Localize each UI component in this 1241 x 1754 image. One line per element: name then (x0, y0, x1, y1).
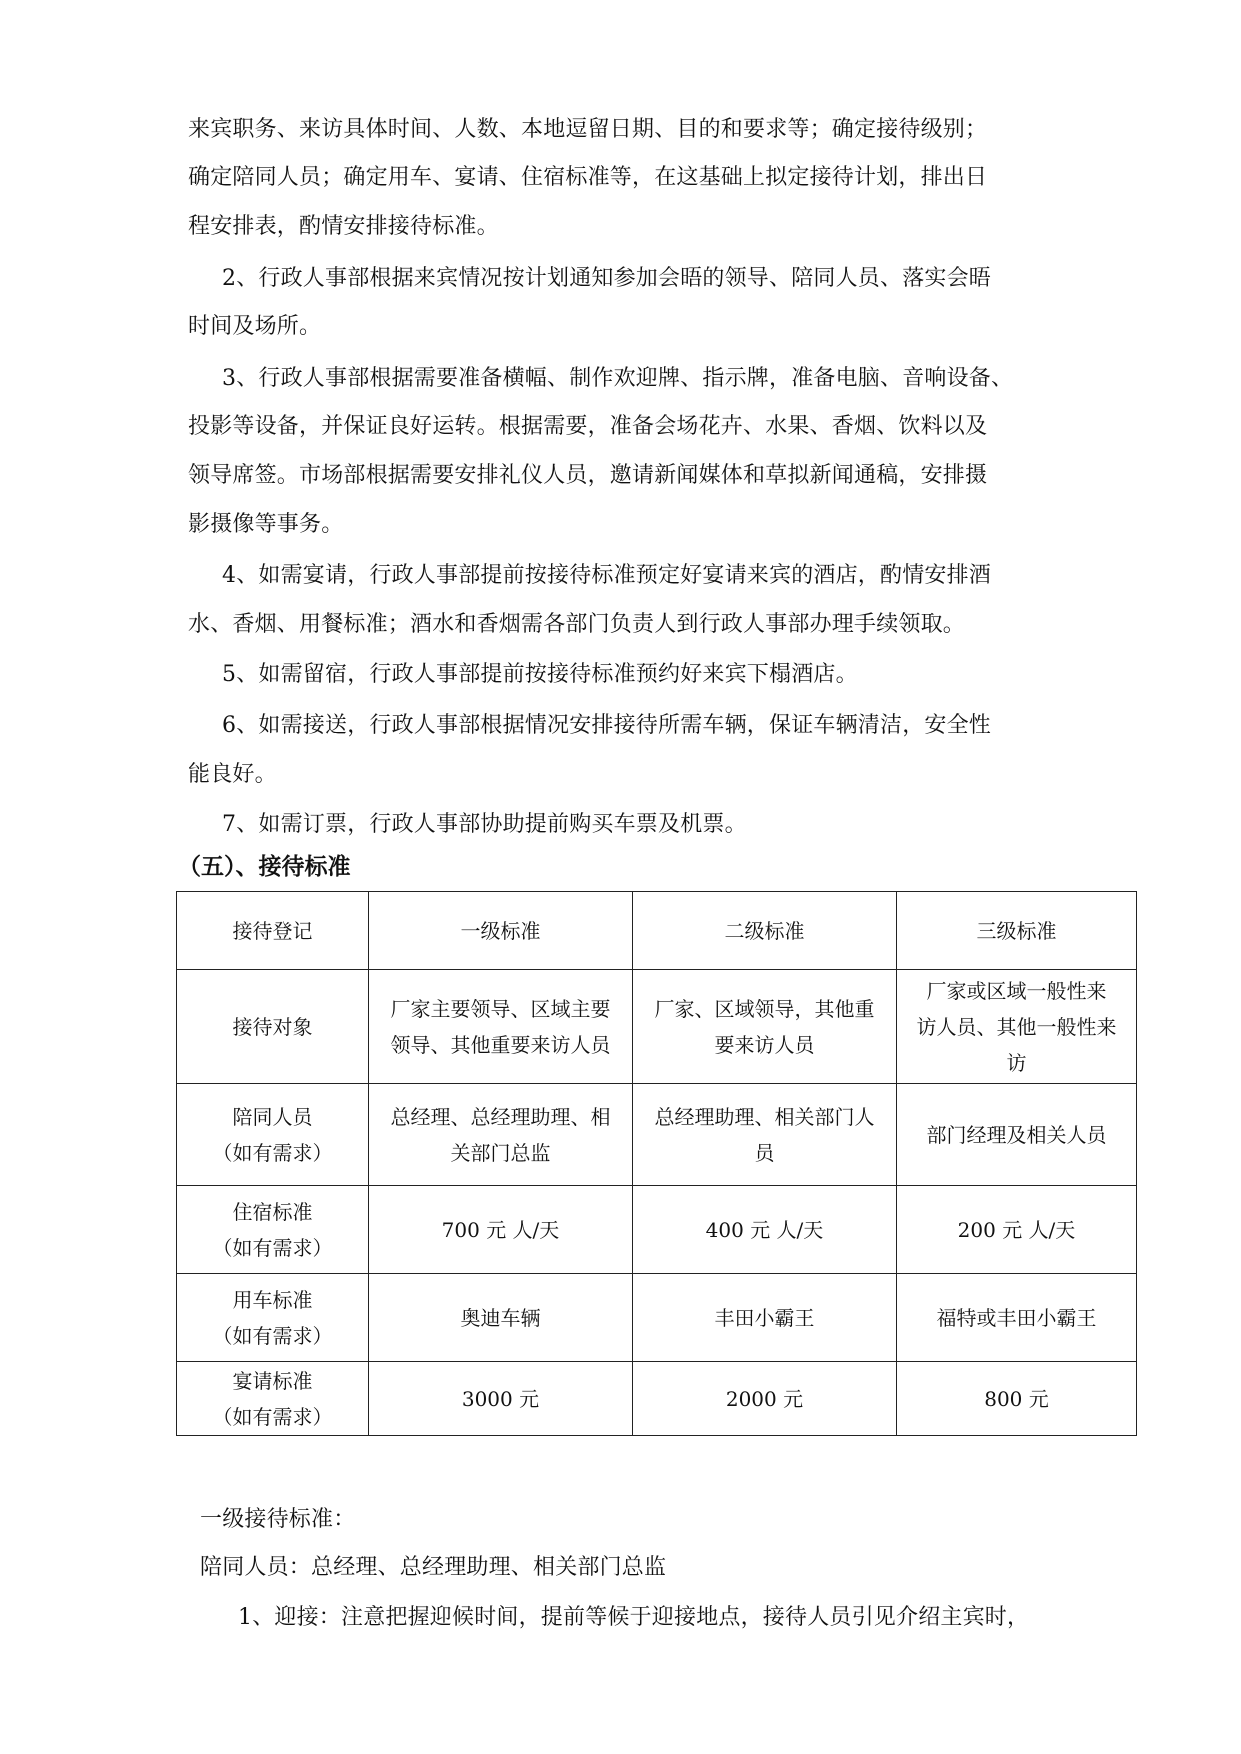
table-header-cell: 二级标准 (633, 892, 897, 970)
paragraph-line: 来宾职务、来访具体时间、人数、本地逗留日期、目的和要求等；确定接待级别； (188, 117, 988, 142)
table-cell: 700 元 人/天 (369, 1186, 633, 1274)
table-cell: 厂家、区域领导，其他重 要来访人员 (633, 970, 897, 1084)
table-header-cell: 三级标准 (897, 892, 1137, 970)
table-row (177, 1274, 1137, 1362)
row-label-cell: 宴请标准 （如有需求） (177, 1362, 369, 1436)
row-label-cell: 接待对象 (177, 970, 369, 1084)
table-header-cell: 一级标准 (369, 892, 633, 970)
paragraph-line: 6、如需接送，行政人事部根据情况安排接待所需车辆，保证车辆清洁，安全性 (222, 713, 991, 738)
table-row (177, 1362, 1137, 1436)
paragraph-line: 确定陪同人员；确定用车、宴请、住宿标准等，在这基础上拟定接待计划，排出日 (188, 165, 988, 190)
paragraph-line: 5、如需留宿，行政人事部提前按接待标准预约好来宾下榻酒店。 (222, 662, 858, 687)
paragraph-line: 投影等设备，并保证良好运转。根据需要，准备会场花卉、水果、香烟、饮料以及 (188, 414, 988, 439)
paragraph-line: 时间及场所。 (188, 314, 322, 339)
table-cell: 200 元 人/天 (897, 1186, 1137, 1274)
paragraph-line: 影摄像等事务。 (188, 512, 344, 537)
reception-standards-table (176, 891, 1137, 1436)
paragraph-line: 水、香烟、用餐标准；酒水和香烟需各部门负责人到行政人事部办理手续领取。 (188, 612, 966, 637)
table-cell: 总经理、总经理助理、相 关部门总监 (369, 1084, 633, 1186)
paragraph-line: 2、行政人事部根据来宾情况按计划通知参加会晤的领导、陪同人员、落实会晤 (222, 266, 991, 291)
paragraph-line: 1、迎接：注意把握迎候时间，提前等候于迎接地点，接待人员引见介绍主宾时， (238, 1605, 1030, 1630)
section-heading: （五）、接待标准 (178, 854, 351, 880)
paragraph-line: 陪同人员：总经理、总经理助理、相关部门总监 (200, 1555, 667, 1580)
table-cell: 厂家主要领导、区域主要 领导、其他重要来访人员 (369, 970, 633, 1084)
table-cell: 3000 元 (369, 1362, 633, 1436)
table-row (177, 1084, 1137, 1186)
table-cell: 丰田小霸王 (633, 1274, 897, 1362)
table-cell: 福特或丰田小霸王 (897, 1274, 1137, 1362)
paragraph-line: 3、行政人事部根据需要准备横幅、制作欢迎牌、指示牌，准备电脑、音响设备、 (222, 366, 1014, 391)
table-cell: 总经理助理、相关部门人 员 (633, 1084, 897, 1186)
row-label-cell: 用车标准 （如有需求） (177, 1274, 369, 1362)
table-header-row (177, 892, 1137, 970)
table-cell: 400 元 人/天 (633, 1186, 897, 1274)
table-cell: 奥迪车辆 (369, 1274, 633, 1362)
paragraph-line: 能良好。 (188, 762, 277, 787)
paragraph-line: 4、如需宴请，行政人事部提前按接待标准预定好宴请来宾的酒店，酌情安排酒 (222, 563, 991, 588)
paragraph-line: 领导席签。市场部根据需要安排礼仪人员，邀请新闻媒体和草拟新闻通稿，安排摄 (188, 463, 988, 488)
table-cell: 部门经理及相关人员 (897, 1084, 1137, 1186)
subheading-first-level: 一级接待标准： (200, 1507, 356, 1532)
row-label-cell: 陪同人员 （如有需求） (177, 1084, 369, 1186)
table-cell: 2000 元 (633, 1362, 897, 1436)
table-cell: 厂家或区域一般性来 访人员、其他一般性来 访 (897, 970, 1137, 1084)
paragraph-line: 7、如需订票，行政人事部协助提前购买车票及机票。 (222, 812, 747, 837)
table-cell: 800 元 (897, 1362, 1137, 1436)
paragraph-line: 程安排表，酌情安排接待标准。 (188, 214, 499, 239)
table-row (177, 970, 1137, 1084)
table-row (177, 1186, 1137, 1274)
table-header-cell: 接待登记 (177, 892, 369, 970)
row-label-cell: 住宿标准 （如有需求） (177, 1186, 369, 1274)
